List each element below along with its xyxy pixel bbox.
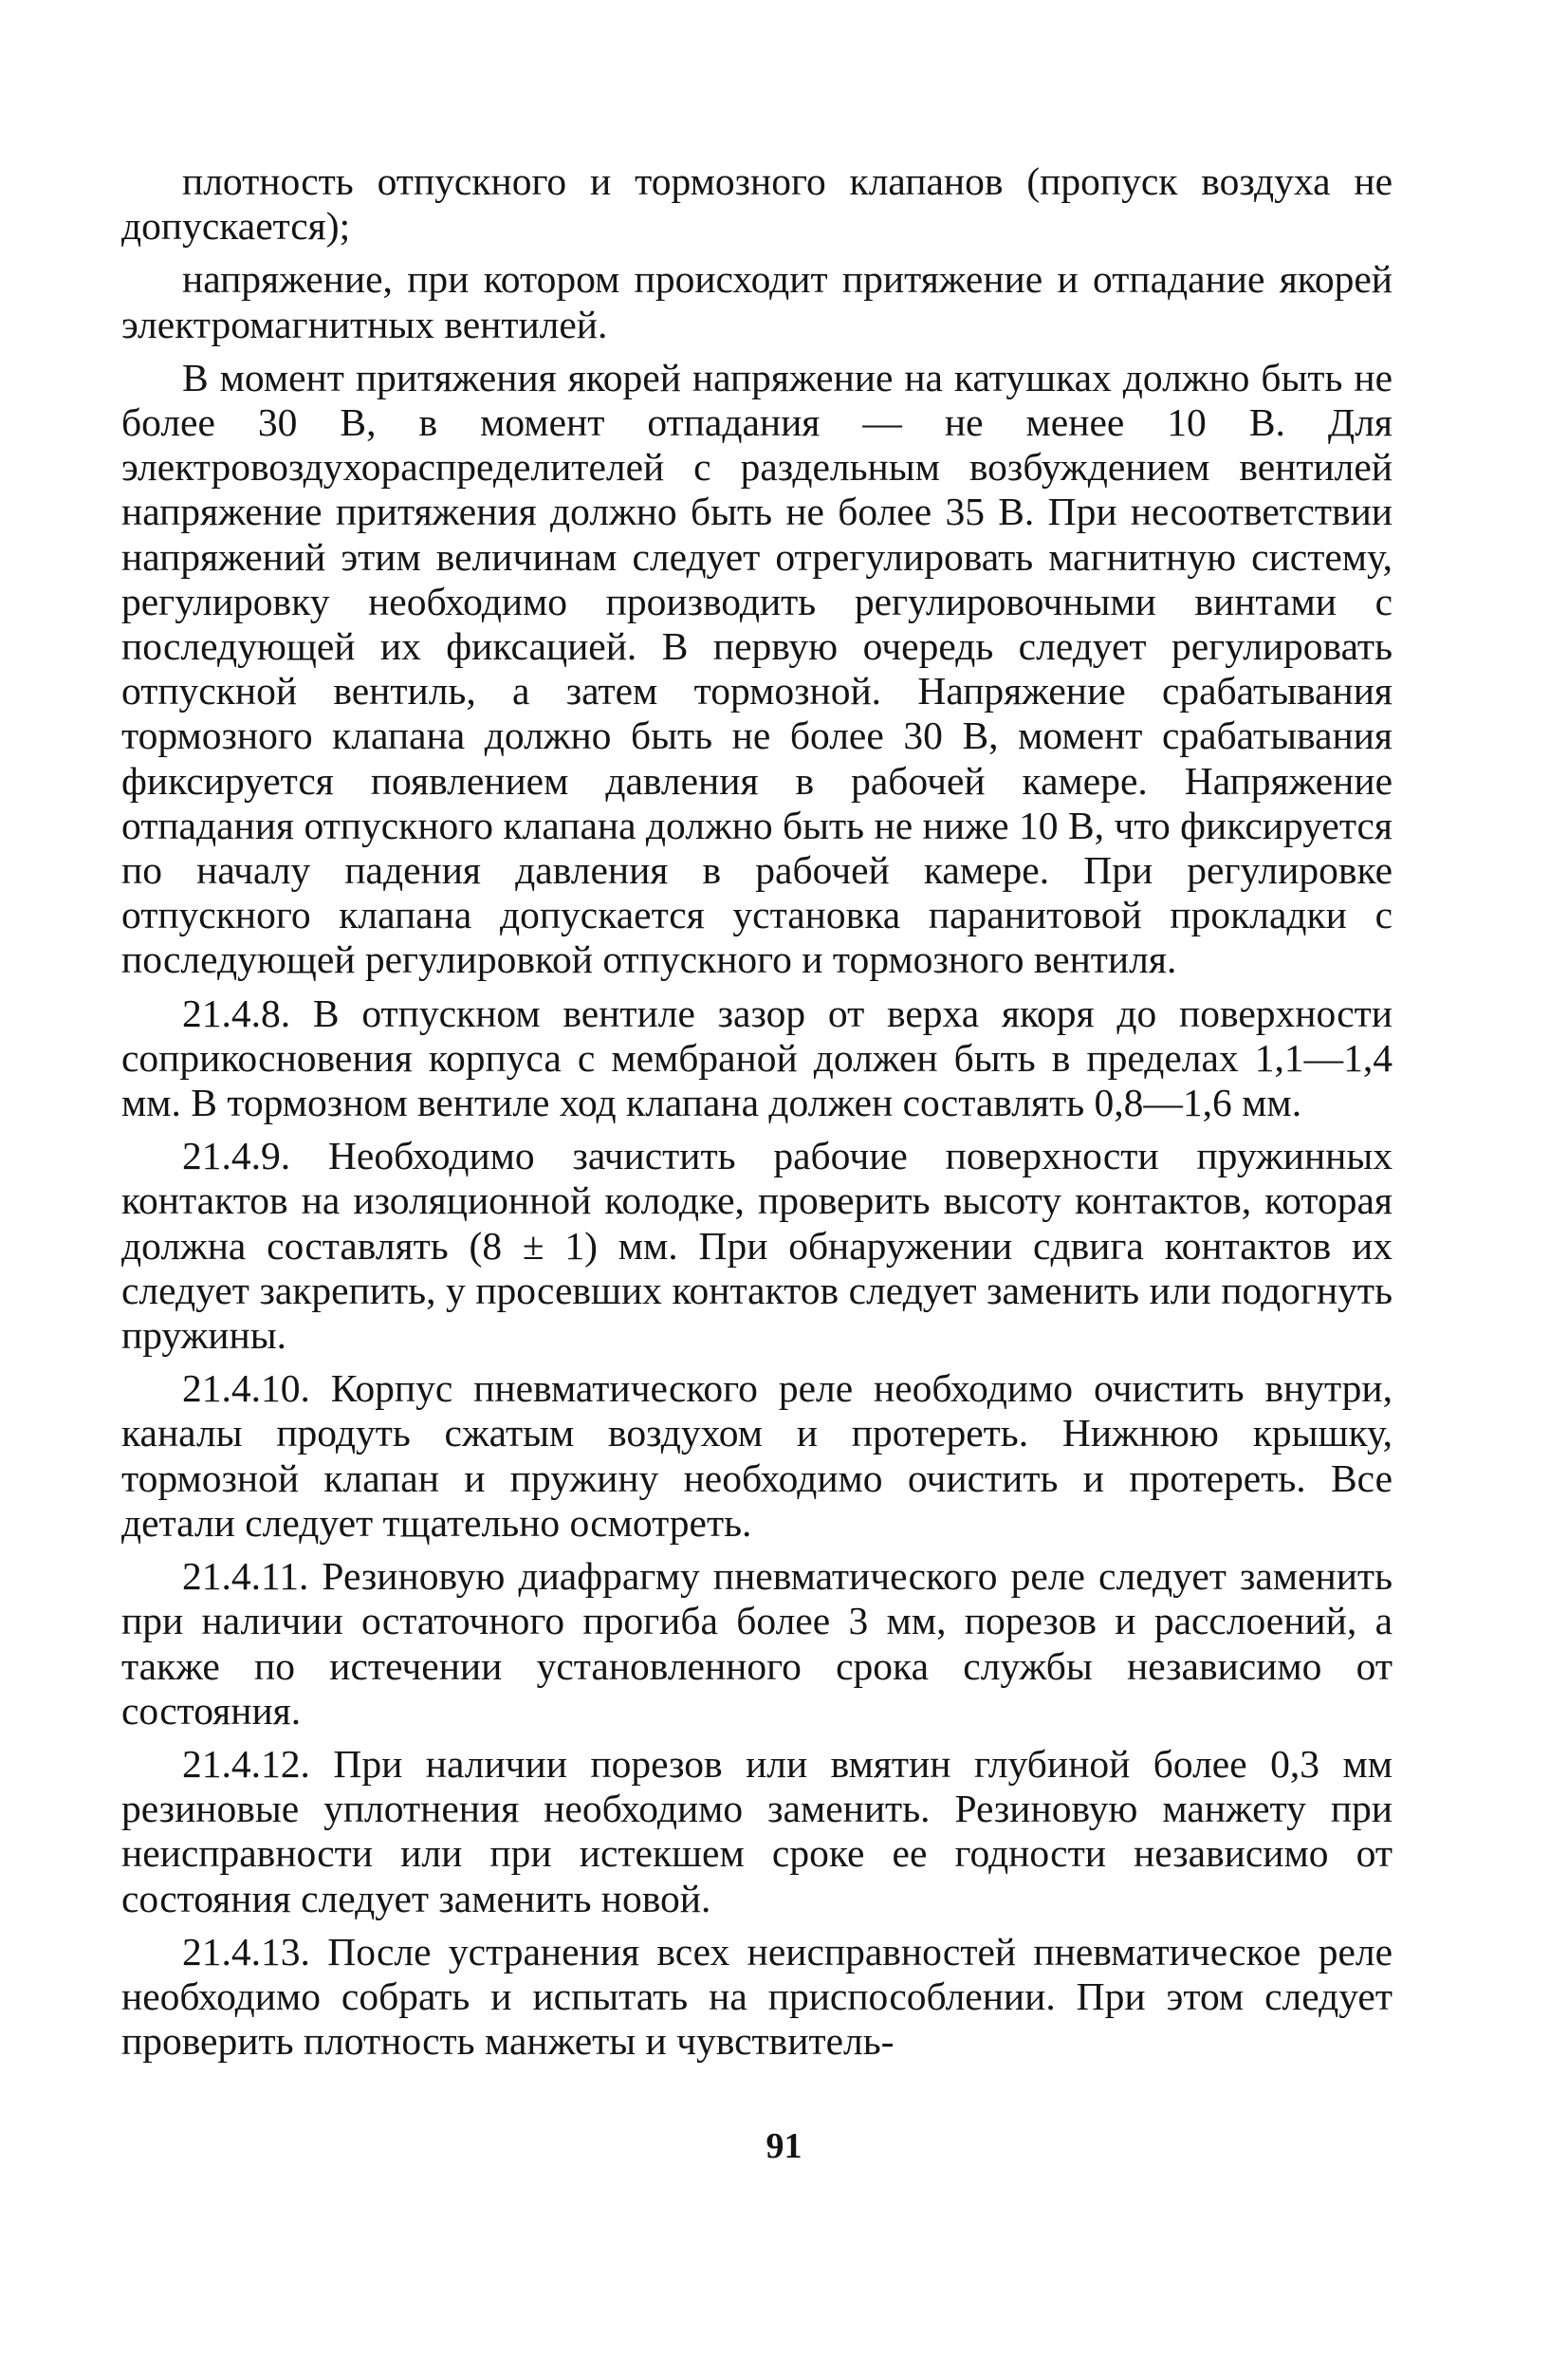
paragraph-voltage-adjustment: В момент притяжения якорей напряжение на катушках должно быть не более 30 В, в момент отпадания — не менее 10 В. Для электровоздухораспределителей с раздельным возбуждением вентилей напряжение притяжения должно быть не более 35 В. При несоответствии напряжений этим величинам следует отрегулировать магнитную систему, регулировку необходимо производить регулировочными винтами с последующей их фиксацией. В первую очередь следует регулировать отпускной вентиль, а затем тормозной. Напряжение срабатывания тормозного клапана должно быть не более 30 В, момент срабатывания фиксируется появлением давления в рабочей камере. Напряжение отпадания отпускного клапана должно быть не ниже 10 В, что фиксируется по началу падения давления в рабочей камере. При регулировке отпускного клапана допускается установка паранитовой прокладки с последующей регулировкой отпускного и тормозного вентиля. <box>121 355 1393 982</box>
paragraph-21-4-10: 21.4.10. Корпус пневматического реле необходимо очистить внутри, каналы продуть сжатым воздухом и протереть. Нижнюю крышку, тормозной клапан и пружину необходимо очистить и протереть. Все детали следует тщательно осмотреть. <box>121 1366 1393 1545</box>
paragraph-21-4-9: 21.4.9. Необходимо зачистить рабочие поверхности пружинных контактов на изоляционной колодке, проверить высоту контактов, которая должна составлять (8 ± 1) мм. При обнаружении сдвига контактов их следует закрепить, у просевших контактов следует заменить или подогнуть пружины. <box>121 1134 1393 1358</box>
body-text <box>121 159 1393 2064</box>
paragraph-21-4-11: 21.4.11. Резиновую диафрагму пневматического реле следует заменить при наличии остаточного прогиба более 3 мм, порезов и расслоений, а также по истечении установленного срока службы независимо от состояния. <box>121 1554 1393 1733</box>
paragraph-valve-tightness: плотность отпускного и тормозного клапанов (пропуск воздуха не допускается); <box>121 159 1393 249</box>
paragraph-21-4-13: 21.4.13. После устранения всех неисправностей пневматическое реле необходимо собрать и испытать на приспособлении. При этом следует проверить плотность манжеты и чувствитель- <box>121 1929 1393 2064</box>
page-number: 91 <box>766 2126 802 2166</box>
paragraph-21-4-12: 21.4.12. При наличии порезов или вмятин глубиной более 0,3 мм резиновые уплотнения необходимо заменить. Резиновую манжету при неисправности или при истекшем сроке ее годности независимо от состояния следует заменить новой. <box>121 1741 1393 1920</box>
paragraph-armature-voltage: напряжение, при котором происходит притяжение и отпадание якорей электромагнитных вентилей. <box>121 257 1393 346</box>
paragraph-21-4-8: 21.4.8. В отпускном вентиле зазор от верха якоря до поверхности соприкосновения корпуса с мембраной должен быть в пределах 1,1—1,4 мм. В тормозном вентиле ход клапана должен составлять 0,8—1,6 мм. <box>121 991 1393 1125</box>
